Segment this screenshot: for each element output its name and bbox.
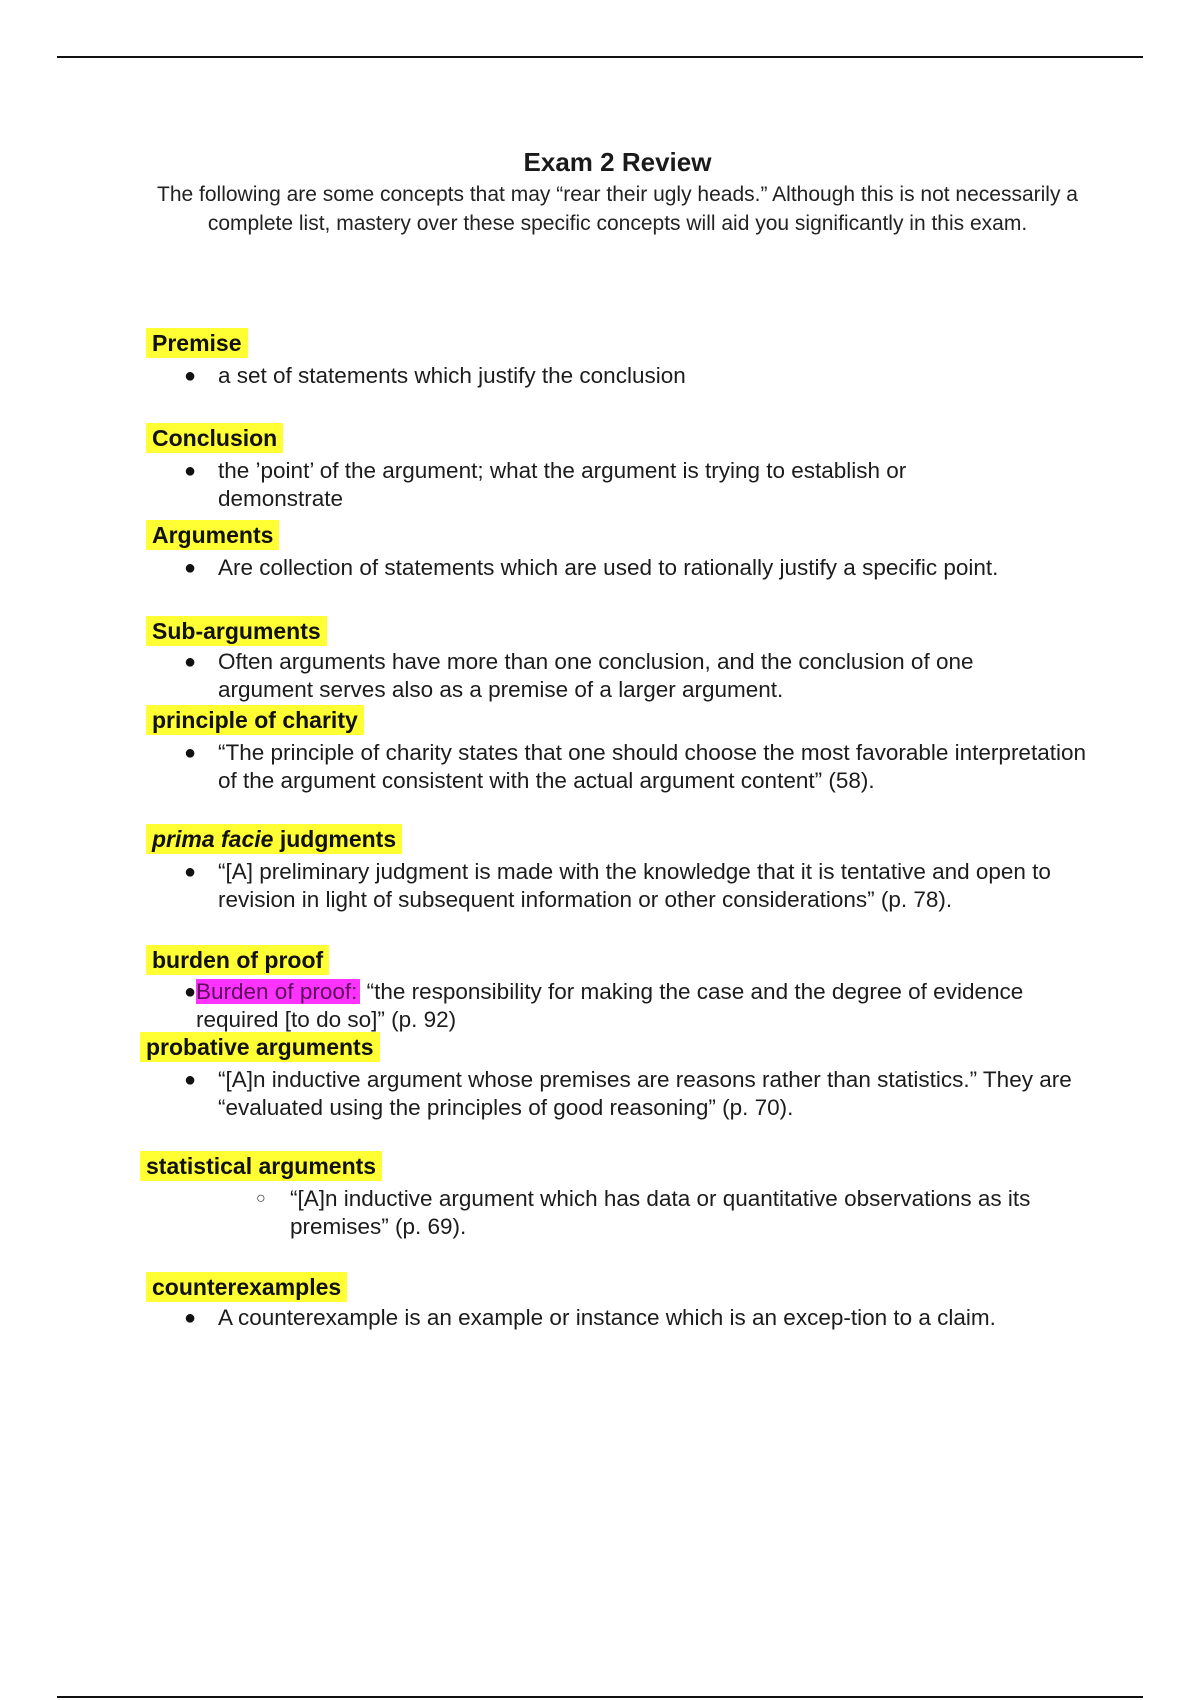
definition-arguments: Are collection of statements which are used to rationally justify a specific point. — [218, 555, 999, 580]
intro-paragraph: The following are some concepts that may “rear their ugly heads.” Although this is not necessarily a complete list, mastery over these specific concepts will aid you significantly in this exam. — [157, 183, 1078, 235]
bullet-icon: ● — [184, 651, 197, 673]
bullet-icon: ● — [184, 861, 197, 883]
definition-statistical-arguments: “[A]n inductive argument which has data or quantitative observations as its premises” (p. 69). — [290, 1186, 1031, 1239]
definition-principle-of-charity: “The principle of charity states that one should choose the most favorable interpretation of the argument consistent with the actual argument content” (58). — [218, 740, 1086, 793]
term-probative-arguments: probative arguments — [140, 1032, 380, 1062]
bullet-icon: ● — [184, 1069, 197, 1091]
bottom-rule — [57, 1696, 1143, 1698]
definition-premise: a set of statements which justify the conclusion — [218, 363, 686, 388]
bullet-icon: ● — [184, 981, 197, 1003]
highlighted-phrase: Burden of proof: — [196, 979, 360, 1004]
term-prima-facie-judgments — [146, 824, 402, 854]
circle-bullet-icon: ○ — [256, 1190, 266, 1207]
bullet-icon: ● — [184, 365, 197, 387]
term-statistical-arguments: statistical arguments — [140, 1151, 382, 1181]
term-arguments: Arguments — [146, 520, 279, 550]
term-prima-facie-italic: prima facie — [152, 826, 274, 852]
bullet-icon: ● — [184, 1307, 197, 1329]
term-premise: Premise — [146, 328, 248, 358]
term-prima-facie-rest: judgments — [273, 826, 397, 852]
definition-burden-of-proof — [196, 978, 1066, 1034]
definition-prima-facie-judgments: “[A] preliminary judgment is made with the knowledge that it is tentative and open to revision in light of subsequent information or other considerations” (p. 78). — [218, 859, 1051, 912]
definition-sub-arguments: Often arguments have more than one conclusion, and the conclusion of one argument serves also as a premise of a larger argument. — [218, 649, 974, 702]
page-title: Exam 2 Review — [523, 147, 712, 177]
bullet-icon: ● — [184, 742, 197, 764]
term-burden-of-proof: burden of proof — [146, 945, 329, 975]
term-counterexamples: counterexamples — [146, 1272, 347, 1302]
definition-counterexamples: A counterexample is an example or instance which is an excep-tion to a claim. — [218, 1305, 996, 1330]
definition-burden-rest: “the responsibility for making the case and the degree of evidence required [to do so]” (p. 92) — [196, 979, 1024, 1032]
term-sub-arguments: Sub-arguments — [146, 616, 327, 646]
term-principle-of-charity: principle of charity — [146, 705, 364, 735]
term-conclusion: Conclusion — [146, 423, 283, 453]
definition-probative-arguments: “[A]n inductive argument whose premises are reasons rather than statistics.” They are “evaluated using the principles of good reasoning” (p. 70). — [218, 1067, 1072, 1120]
definition-conclusion: the ’point’ of the argument; what the argument is trying to establish or demonstrate — [218, 458, 907, 511]
top-rule — [57, 56, 1143, 58]
bullet-icon: ● — [184, 460, 197, 482]
bullet-icon: ● — [184, 557, 197, 579]
